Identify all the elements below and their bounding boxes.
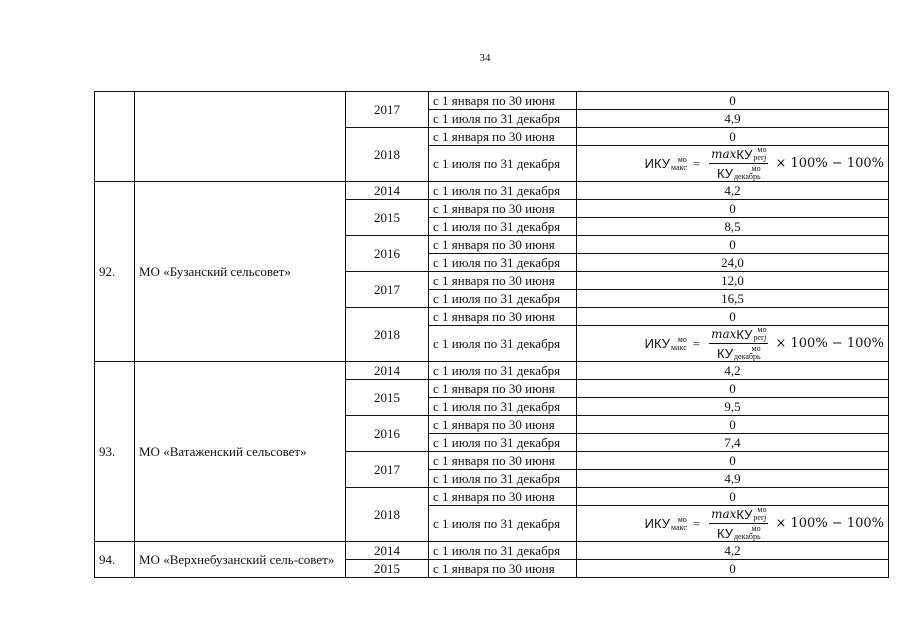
formula-den-sup: мо — [751, 344, 761, 353]
value-cell: 0 — [577, 236, 889, 254]
value-cell: 0 — [577, 200, 889, 218]
formula-num-ku: КУ — [736, 506, 753, 522]
period-cell: с 1 января по 30 июня — [429, 560, 577, 578]
table-row — [95, 542, 889, 560]
value-cell: 0 — [577, 308, 889, 326]
year-cell: 2016 — [346, 236, 429, 272]
formula-num-sup: мо — [757, 145, 767, 154]
period-cell: с 1 июля по 31 декабря — [429, 254, 577, 272]
value-cell: 4,2 — [577, 542, 889, 560]
formula-den-ku: КУ — [716, 525, 733, 541]
year-cell: 2015 — [346, 560, 429, 578]
value-cell: 0 — [577, 128, 889, 146]
period-cell: с 1 января по 30 июня — [429, 380, 577, 398]
value-cell: 12,0 — [577, 272, 889, 290]
period-cell: с 1 января по 30 июня — [429, 92, 577, 110]
year-cell: 2014 — [346, 542, 429, 560]
year-cell: 2017 — [346, 272, 429, 308]
year-cell: 2018 — [346, 308, 429, 362]
formula-lhs: ИКУ — [644, 336, 670, 351]
period-cell: с 1 января по 30 июня — [429, 416, 577, 434]
row-number-cell — [95, 92, 135, 182]
formula-num-sup: мо — [757, 325, 767, 334]
period-cell: с 1 июля по 31 декабря — [429, 290, 577, 308]
formula-cell — [577, 326, 889, 362]
value-cell: 0 — [577, 416, 889, 434]
value-cell: 8,5 — [577, 218, 889, 236]
formula-den-sup: мо — [751, 164, 761, 173]
period-cell: с 1 января по 30 июня — [429, 200, 577, 218]
formula-den-sub: декабрь — [733, 172, 761, 181]
municipality-cell: МО «Ватаженский сельсовет» — [135, 362, 346, 542]
formula-cell — [577, 506, 889, 542]
formula-cell — [577, 146, 889, 182]
formula-tail: × 100% − 100% — [775, 156, 884, 171]
period-cell: с 1 июля по 31 декабря — [429, 146, 577, 182]
municipality-cell — [135, 92, 346, 182]
formula-num-ku: КУ — [736, 326, 753, 342]
formula-den-sup: мо — [751, 524, 761, 533]
formula-den-sub: декабрь — [733, 532, 761, 541]
formula-lhs-sup: мо — [677, 334, 687, 344]
value-cell: 0 — [577, 380, 889, 398]
value-cell: 4,9 — [577, 110, 889, 128]
municipality-cell: МО «Бузанский сельсовет» — [135, 182, 346, 362]
value-cell: 4,9 — [577, 470, 889, 488]
formula-equals: = — [692, 156, 701, 171]
formula-lhs-sub: макс — [670, 342, 687, 352]
formula-lhs: ИКУ — [644, 516, 670, 531]
municipality-cell: МО «Верхнебузанский сель-совет» — [135, 542, 346, 578]
year-cell: 2015 — [346, 380, 429, 416]
period-cell: с 1 июля по 31 декабря — [429, 398, 577, 416]
period-cell: с 1 января по 30 июня — [429, 308, 577, 326]
period-cell: с 1 января по 30 июня — [429, 488, 577, 506]
value-cell: 0 — [577, 92, 889, 110]
period-cell: с 1 июля по 31 декабря — [429, 470, 577, 488]
period-cell: с 1 июля по 31 декабря — [429, 362, 577, 380]
value-cell: 4,2 — [577, 362, 889, 380]
formula-lhs-sup: мо — [677, 514, 687, 524]
year-cell: 2017 — [346, 92, 429, 128]
formula-num-j: j — [764, 153, 767, 162]
formula-equals: = — [692, 336, 701, 351]
page-number: 34 — [479, 52, 491, 64]
table-row — [95, 362, 889, 380]
year-cell: 2016 — [346, 416, 429, 452]
year-cell: 2015 — [346, 200, 429, 236]
formula-num-ku: КУ — [736, 146, 753, 162]
period-cell: с 1 января по 30 июня — [429, 452, 577, 470]
year-cell: 2014 — [346, 182, 429, 200]
formula-max: max — [711, 327, 737, 341]
period-cell: с 1 июля по 31 декабря — [429, 110, 577, 128]
year-cell: 2018 — [346, 128, 429, 182]
table-row — [95, 92, 889, 110]
formula-lhs-sub: макс — [670, 522, 687, 532]
row-number-cell: 94. — [95, 542, 135, 578]
value-cell: 16,5 — [577, 290, 889, 308]
formula-num-sub: рег — [753, 333, 765, 342]
formula-lhs-sub: макс — [670, 162, 687, 172]
formula-lhs: ИКУ — [644, 156, 670, 171]
year-cell: 2014 — [346, 362, 429, 380]
formula-num-j: j — [764, 513, 767, 522]
year-cell: 2018 — [346, 488, 429, 542]
formula-tail: × 100% − 100% — [775, 516, 884, 531]
tariff-table — [94, 91, 889, 578]
year-cell: 2017 — [346, 452, 429, 488]
formula-num-sup: мо — [757, 505, 767, 514]
formula-den-ku: КУ — [716, 165, 733, 181]
formula-max: max — [711, 507, 737, 521]
period-cell: с 1 января по 30 июня — [429, 128, 577, 146]
value-cell: 0 — [577, 452, 889, 470]
formula-max: max — [711, 147, 737, 161]
period-cell: с 1 июля по 31 декабря — [429, 218, 577, 236]
table-row — [95, 182, 889, 200]
formula-num-sub: рег — [753, 513, 765, 522]
formula-den-ku: КУ — [716, 345, 733, 361]
formula-lhs-sup: мо — [677, 154, 687, 164]
value-cell: 7,4 — [577, 434, 889, 452]
max-index-formula — [645, 326, 884, 361]
period-cell: с 1 июля по 31 декабря — [429, 434, 577, 452]
value-cell: 4,2 — [577, 182, 889, 200]
value-cell: 24,0 — [577, 254, 889, 272]
period-cell: с 1 июля по 31 декабря — [429, 506, 577, 542]
period-cell: с 1 июля по 31 декабря — [429, 182, 577, 200]
period-cell: с 1 января по 30 июня — [429, 236, 577, 254]
formula-num-j: j — [764, 333, 767, 342]
period-cell: с 1 января по 30 июня — [429, 272, 577, 290]
formula-tail: × 100% − 100% — [775, 336, 884, 351]
value-cell: 0 — [577, 560, 889, 578]
row-number-cell: 92. — [95, 182, 135, 362]
row-number-cell: 93. — [95, 362, 135, 542]
period-cell: с 1 июля по 31 декабря — [429, 326, 577, 362]
max-index-formula — [645, 506, 884, 541]
max-index-formula — [645, 146, 884, 181]
formula-den-sub: декабрь — [733, 352, 761, 361]
period-cell: с 1 июля по 31 декабря — [429, 542, 577, 560]
formula-num-sub: рег — [753, 153, 765, 162]
formula-equals: = — [692, 516, 701, 531]
value-cell: 9,5 — [577, 398, 889, 416]
value-cell: 0 — [577, 488, 889, 506]
